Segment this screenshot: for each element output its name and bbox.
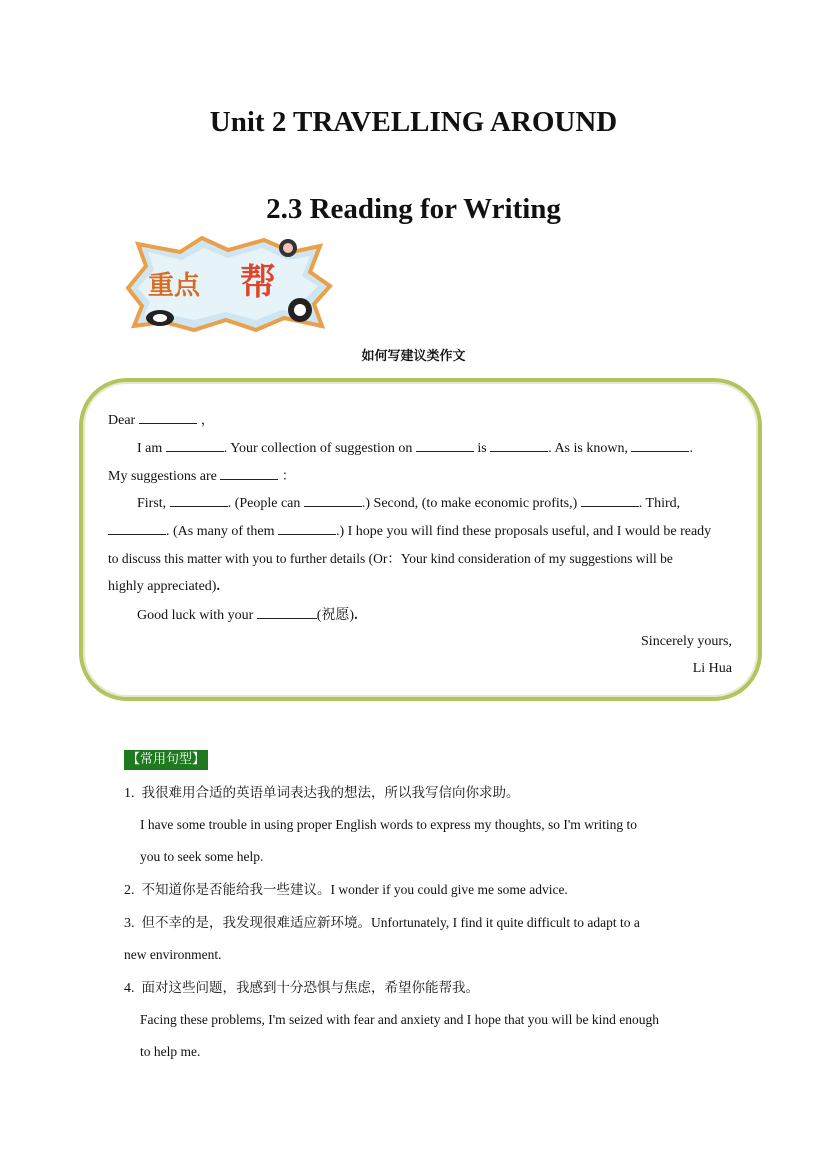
section-heading: 如何写建议类作文 — [361, 349, 466, 364]
svg-text:帮: 帮 — [240, 262, 277, 303]
pattern-item-2: 2. 不知道你是否能给我一些建议。I wonder if you could give me some advice. — [124, 882, 568, 898]
letter-closing: Sincerely yours, — [641, 634, 732, 649]
pattern-item-4-en: Facing these problems, I'm seized with fear and anxiety and I hope that you will be kind enough — [140, 1012, 660, 1027]
page-title: Unit 2 TRAVELLING AROUND — [209, 106, 618, 138]
pattern-item-4-en-cont: to help me. — [140, 1044, 201, 1059]
letter-signature: Li Hua — [692, 661, 732, 676]
pattern-item-3: 3. 但不幸的是，我发现很难适应新环境。Unfortunately, I find it quite difficult to adapt to a — [124, 915, 640, 931]
letter-line-5: . (As many of them .) I hope you will find these proposals useful, and I would be ready — [108, 522, 711, 541]
page-subtitle: 2.3 Reading for Writing — [266, 193, 561, 225]
pattern-item-4: 4. 面对这些问题，我感到十分恐惧与焦虑，希望你能帮我。 — [124, 980, 479, 996]
pattern-item-1-en: I have some trouble in using proper English words to express my thoughts, so I'm writing to — [140, 817, 638, 832]
pattern-item-1: 1. 我很难用合适的英语单词表达我的想法，所以我写信向你求助。 — [124, 785, 520, 801]
pattern-item-1-en-cont: you to seek some help. — [140, 849, 264, 864]
letter-line-6: to discuss this matter with you to further details (Or：Your kind consideration of my suggestions will be — [108, 551, 673, 566]
letter-line-2: I am . Your collection of suggestion on is . As is known, . — [137, 441, 693, 456]
letter-line-3: My suggestions are ： — [108, 469, 295, 484]
common-patterns-badge: 【常用句型】 — [124, 750, 208, 770]
pattern-item-3-en-cont: new environment. — [124, 947, 222, 962]
key-points-logo — [124, 236, 334, 332]
letter-line-8: Good luck with your (祝愿). — [137, 608, 358, 623]
letter-line-7: highly appreciated). — [108, 579, 220, 594]
letter-line-4: First, . (People can .) Second, (to make economic profits,) . Third, — [137, 496, 681, 511]
svg-text:重点: 重点 — [148, 271, 201, 301]
letter-line-salutation: Dear ， — [108, 413, 214, 428]
